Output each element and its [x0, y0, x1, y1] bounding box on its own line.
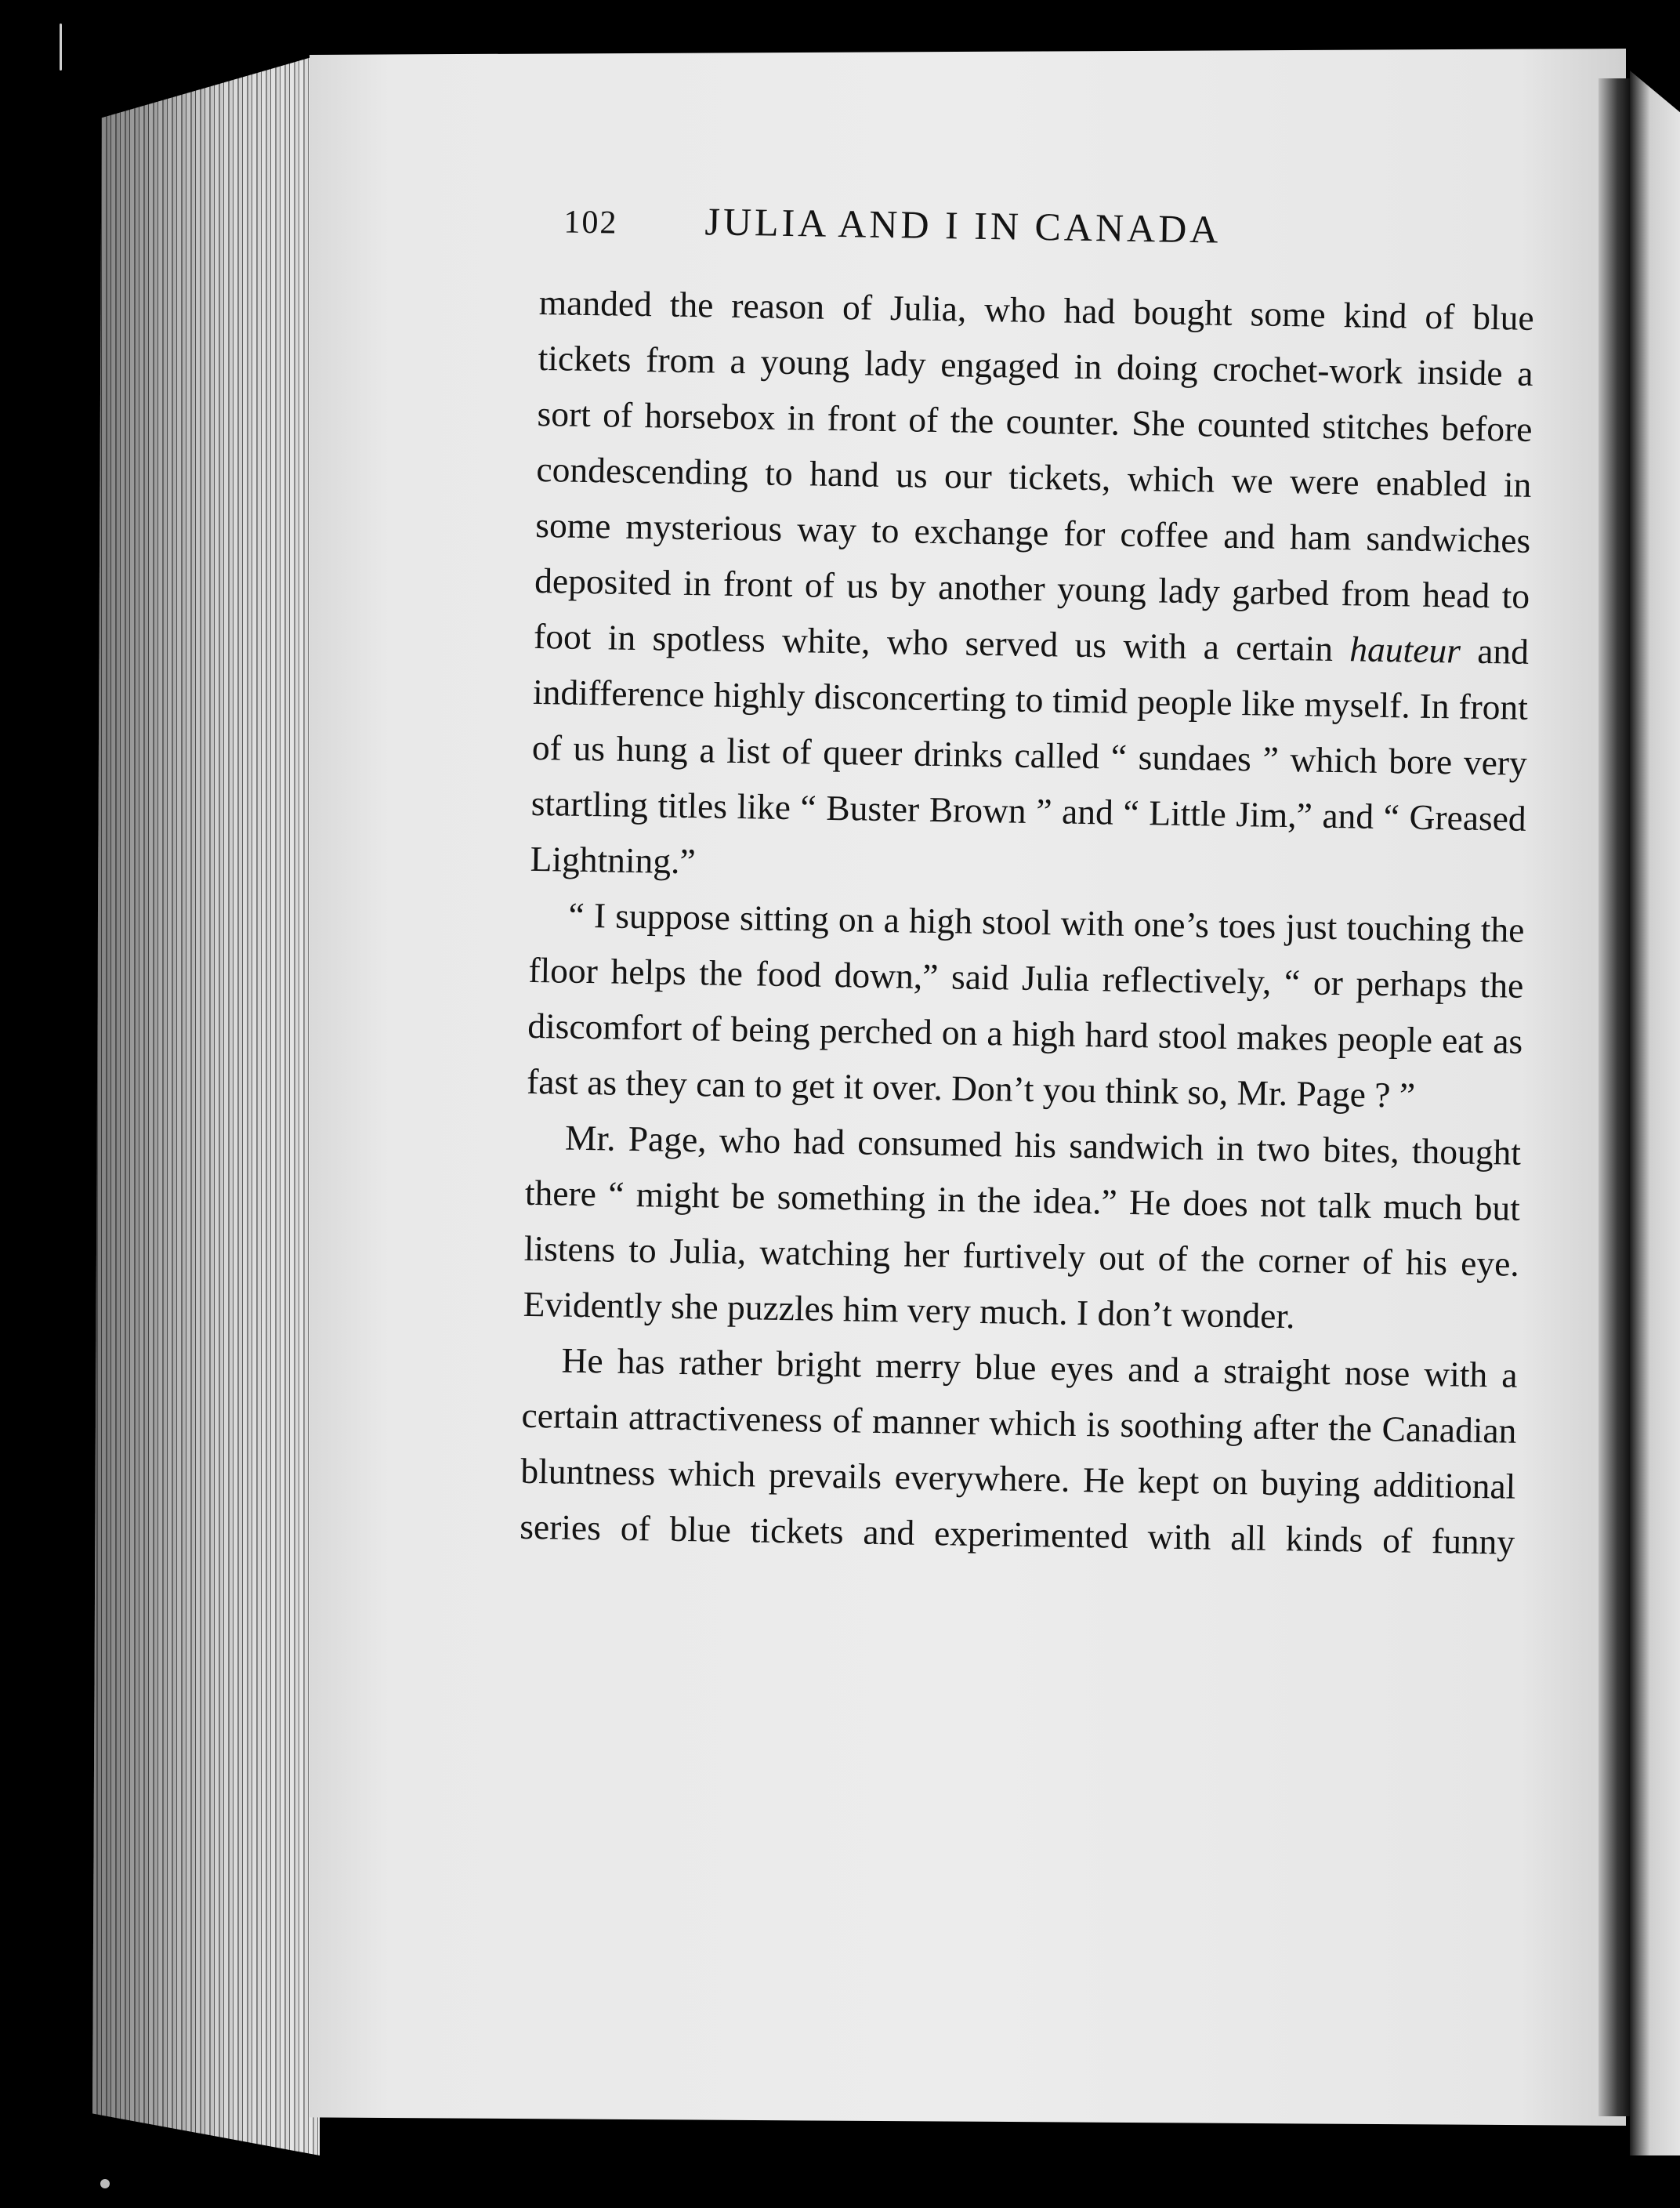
scan-dust-mark	[100, 2179, 110, 2188]
page-header	[540, 196, 1536, 282]
paragraph-1	[530, 274, 1534, 902]
page-edges-shadow	[92, 55, 320, 2155]
page-number: 102	[563, 204, 618, 241]
page-text-block	[520, 196, 1536, 1570]
paragraph-3: Mr. Page, who had consumed his sandwich in two bites, thought there “ might be something in the idea.” He does not talk much but listens to Julia, watching her furtively out of the corner of his eye. Evidently she puzzles him very much. I don’t wonder.	[523, 1117, 1522, 1336]
paragraph-2: “ I suppose sitting on a high stool with one’s toes just touching the floor helps the food down,” said Julia reflectively, “ or perhaps the discomfort of being perched on a high hard stool makes people eat as fast as they can to get it over. Don’t you think so, Mr. Page ? ”	[526, 894, 1525, 1115]
body-text	[520, 274, 1534, 1570]
scan-edge-mark	[60, 24, 62, 71]
paragraph-1-text-before: manded the reason of Julia, who had bought some kind of blue tickets from a young lady engaged in doing crochet-work inside a sort of horsebox in front of the counter. She counted stitches before condescending to hand us our tickets, which we were enabled in some mysterious way to exchange for coffee and ham sandwiches deposited in front of us by another young lady garbed from head to foot in spotless white, who served us with a certain	[533, 281, 1535, 669]
paragraph-1-italic-word: hauteur	[1349, 629, 1461, 671]
book-gutter	[1599, 78, 1630, 2116]
facing-page-edge	[1630, 71, 1680, 2155]
running-head: JULIA AND I IN CANADA	[704, 199, 1222, 252]
paragraph-1-text-after: and indifference highly disconcerting to timid people like myself. In front of us hung a list of queer drinks called “ sundaes ” which bore very startling titles like “ Buster Brown ” and “ Little Jim,” and “ Greased Lightning.”	[530, 630, 1530, 882]
paragraph-4: He has rather bright merry blue eyes and a straight nose with a certain attractiveness of manner which is soothing after the Canadian bluntness which prevails everywhere. He kept on buying additional series of blue tickets and experimented with all kinds of funny	[519, 1340, 1518, 1562]
